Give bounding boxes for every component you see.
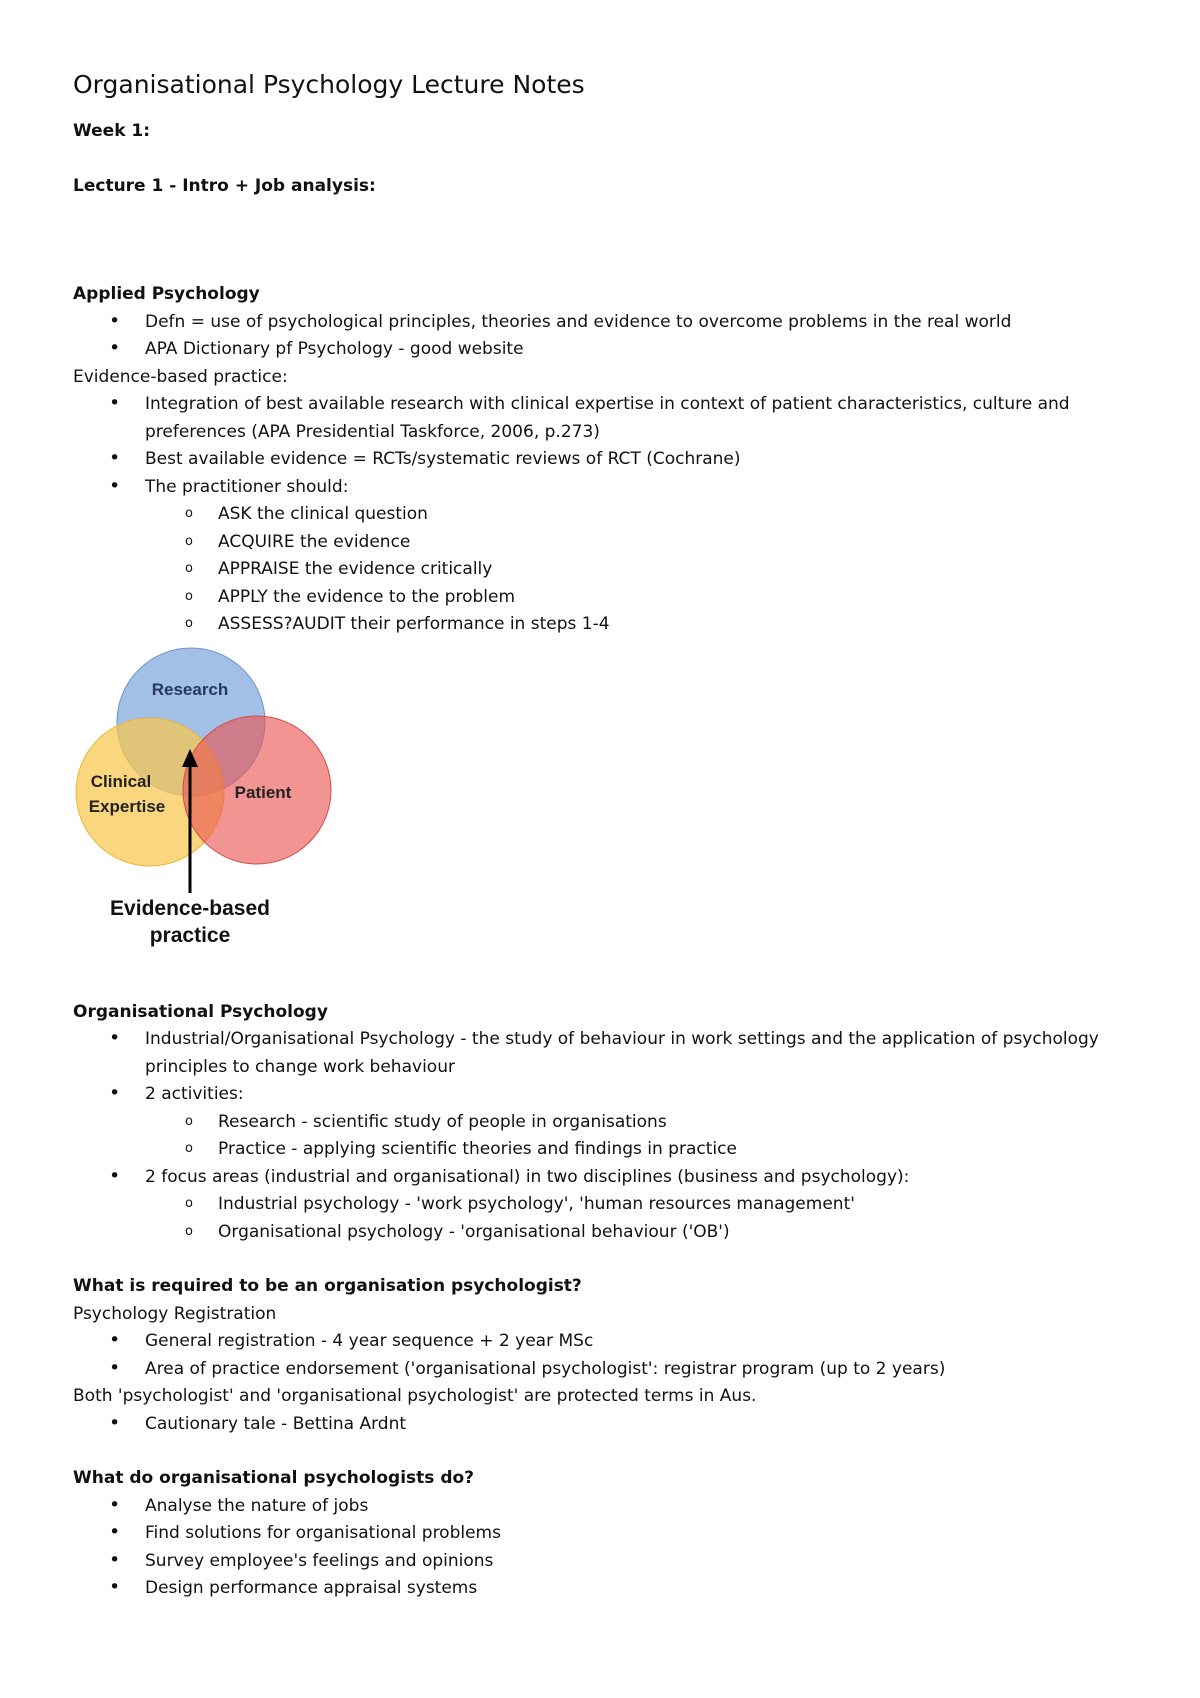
org-heading: Organisational Psychology	[73, 1001, 328, 1022]
research-label: Research	[151, 679, 229, 699]
spacer	[73, 146, 1133, 173]
ebp-heading: Evidence-based practice:	[73, 366, 288, 387]
lecture-heading: Lecture 1 - Intro + Job analysis:	[73, 175, 376, 196]
registration-label: Psychology Registration	[73, 1303, 277, 1324]
spacer	[73, 254, 1133, 281]
list-item: • Industrial/Organisational Psychology - the study of behaviour in work settings and the application of psychology principles to change work behaviour	[73, 1026, 1133, 1081]
list-item: o APPLY the evidence to the problem	[73, 584, 1133, 612]
list-item: • The practitioner should:	[73, 474, 1133, 502]
org-focus-list	[73, 1191, 1133, 1246]
ebp-label-line1: Evidence-based	[110, 896, 270, 920]
do-heading: What do organisational psychologists do?	[73, 1468, 475, 1488]
list-item: • General registration - 4 year sequence + 2 year MSc	[73, 1328, 1133, 1356]
list-item: • Design performance appraisal systems	[73, 1575, 1133, 1603]
list-item: • Integration of best available research with clinical expertise in context of patient characteristics, culture and preferences (APA Presidential Taskforce, 2006, p.273)	[73, 391, 1133, 446]
list-item: o Industrial psychology - 'work psychology', 'human resources management'	[73, 1191, 1133, 1219]
org-list	[73, 1026, 1133, 1109]
tale-list	[73, 1411, 1133, 1439]
ebp-label-line2: practice	[149, 923, 231, 947]
list-item: • APA Dictionary pf Psychology - good website	[73, 336, 1133, 364]
org-activities-list	[73, 1109, 1133, 1164]
applied-list	[73, 309, 1133, 364]
protected-terms-text: Both 'psychologist' and 'organisational psychologist' are protected terms in Aus.	[73, 1386, 757, 1406]
registration-list	[73, 1328, 1133, 1383]
applied-heading: Applied Psychology	[73, 284, 260, 304]
list-item: o Organisational psychology - 'organisational behaviour ('OB')	[73, 1219, 1133, 1247]
list-item: • 2 activities:	[73, 1081, 1133, 1109]
ebp-list	[73, 391, 1133, 501]
document-title: Organisational Psychology Lecture Notes	[73, 70, 585, 99]
spacer	[73, 227, 1133, 254]
list-item: o Practice - applying scientific theories and findings in practice	[73, 1136, 1133, 1164]
required-heading: What is required to be an organisation psychologist?	[73, 1276, 582, 1296]
spacer	[73, 1246, 1133, 1273]
list-item: o ASK the clinical question	[73, 501, 1133, 529]
list-item: • Area of practice endorsement ('organisational psychologist': registrar program (up to 2 years)	[73, 1356, 1133, 1384]
clinical-label-line2: Expertise	[88, 796, 166, 816]
list-item: • Find solutions for organisational problems	[73, 1520, 1133, 1548]
do-list	[73, 1493, 1133, 1603]
list-item: • Defn = use of psychological principles, theories and evidence to overcome problems in the real world	[73, 309, 1133, 337]
spacer	[73, 1438, 1133, 1465]
list-item: • 2 focus areas (industrial and organisational) in two disciplines (business and psychology):	[73, 1164, 1133, 1192]
list-item: o ACQUIRE the evidence	[73, 529, 1133, 557]
list-item: • Best available evidence = RCTs/systematic reviews of RCT (Cochrane)	[73, 446, 1133, 474]
list-item: • Cautionary tale - Bettina Ardnt	[73, 1411, 1133, 1439]
document-page	[73, 68, 1133, 1603]
ebp-steps-list	[73, 501, 1133, 639]
list-item: • Survey employee's feelings and opinions	[73, 1548, 1133, 1576]
list-item: o APPRAISE the evidence critically	[73, 556, 1133, 584]
spacer	[73, 200, 1133, 227]
list-item: o ASSESS?AUDIT their performance in steps 1-4	[73, 611, 1133, 639]
ebp-venn-diagram	[75, 645, 355, 965]
clinical-label-line1: Clinical	[90, 771, 152, 791]
patient-label: Patient	[234, 782, 292, 802]
venn-svg	[75, 645, 355, 965]
week-heading: Week 1:	[73, 121, 151, 141]
list-item: • Analyse the nature of jobs	[73, 1493, 1133, 1521]
list-item: o Research - scientific study of people in organisations	[73, 1109, 1133, 1137]
org-list-cont	[73, 1164, 1133, 1192]
